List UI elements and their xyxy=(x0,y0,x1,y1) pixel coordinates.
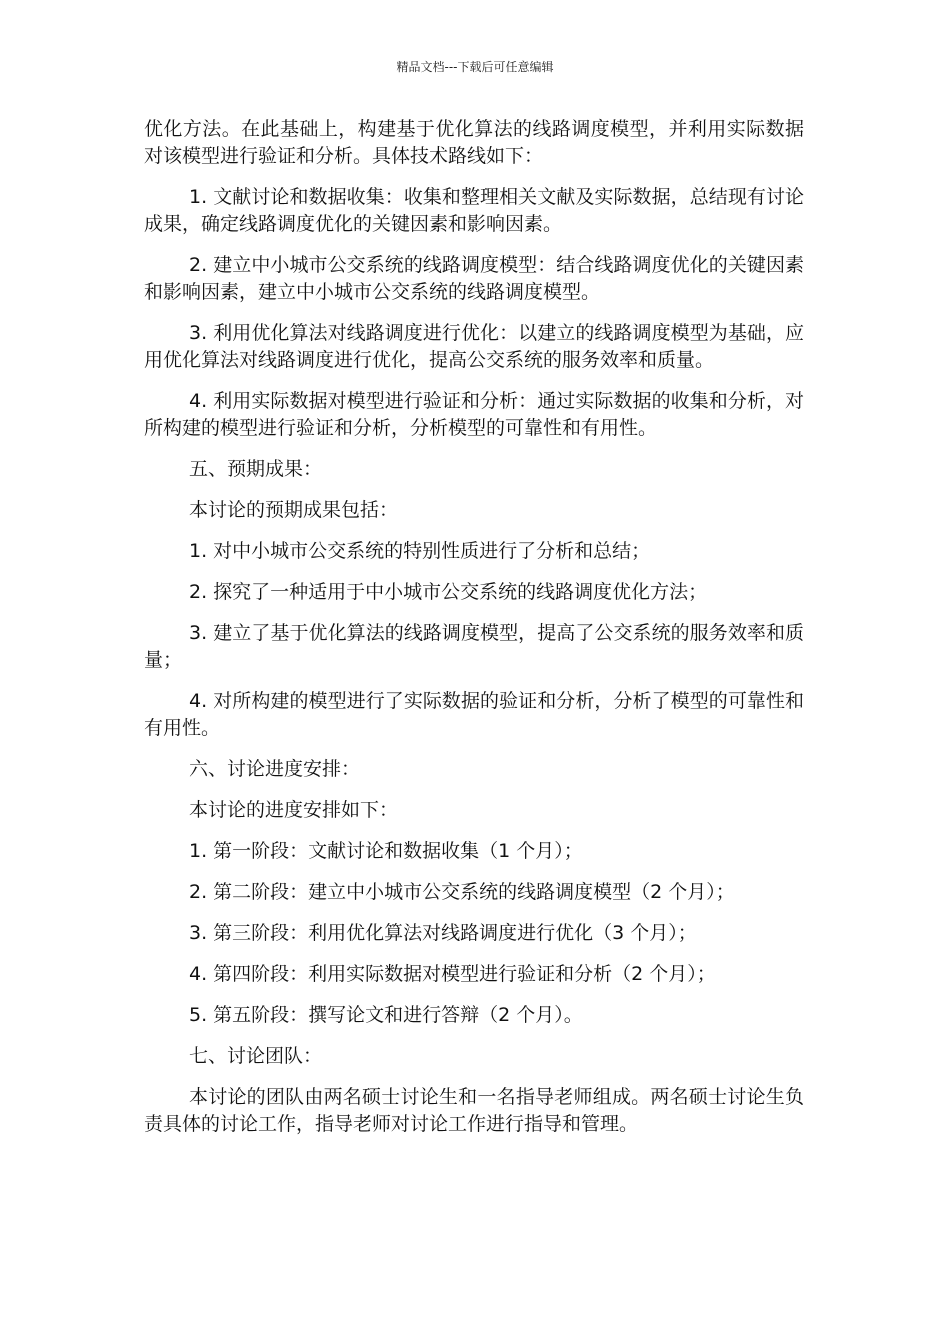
section-heading-schedule: 六、讨论进度安排： xyxy=(189,758,361,780)
paragraph-phase-5: 5. 第五阶段：撰写论文和进行答辩（2 个月）。 xyxy=(189,1004,583,1026)
section-heading-team: 七、讨论团队： xyxy=(189,1045,323,1067)
section-heading-expected-results: 五、预期成果： xyxy=(189,458,323,480)
paragraph-route-step-1: 1. 文献讨论和数据收集：收集和整理相关文献及实际数据，总结现有讨论成果，确定线路调度优化的关键因素和影响因素。 xyxy=(144,186,804,235)
paragraph-route-step-4: 4. 利用实际数据对模型进行验证和分析：通过实际数据的收集和分析，对所构建的模型进行验证和分析，分析模型的可靠性和有用性。 xyxy=(144,390,804,439)
paragraph-phase-2: 2. 第二阶段：建立中小城市公交系统的线路调度模型（2 个月）； xyxy=(189,881,735,903)
paragraph-phase-4: 4. 第四阶段：利用实际数据对模型进行验证和分析（2 个月）； xyxy=(189,963,716,985)
paragraph-result-4: 4. 对所构建的模型进行了实际数据的验证和分析，分析了模型的可靠性和有用性。 xyxy=(144,690,804,739)
paragraph-team: 本讨论的团队由两名硕士讨论生和一名指导老师组成。两名硕士讨论生负责具体的讨论工作，指导老师对讨论工作进行指导和管理。 xyxy=(144,1086,804,1135)
paragraph-route-step-3: 3. 利用优化算法对线路调度进行优化：以建立的线路调度模型为基础，应用优化算法对线路调度进行优化，提高公交系统的服务效率和质量。 xyxy=(144,322,804,371)
document-body xyxy=(144,116,804,1152)
paragraph-technical-route-intro: 优化方法。在此基础上，构建基于优化算法的线路调度模型，并利用实际数据对该模型进行验证和分析。具体技术路线如下： xyxy=(144,118,804,167)
paragraph-phase-3: 3. 第三阶段：利用优化算法对线路调度进行优化（3 个月）； xyxy=(189,922,697,944)
paragraph-result-3: 3. 建立了基于优化算法的线路调度模型，提高了公交系统的服务效率和质量； xyxy=(144,622,804,671)
paragraph-phase-1: 1. 第一阶段：文献讨论和数据收集（1 个月）； xyxy=(189,840,583,862)
page-header: 精品文档---下载后可任意编辑 xyxy=(396,60,554,74)
paragraph-expected-results-intro: 本讨论的预期成果包括： xyxy=(189,499,399,521)
paragraph-schedule-intro: 本讨论的进度安排如下： xyxy=(189,799,399,821)
paragraph-route-step-2: 2. 建立中小城市公交系统的线路调度模型：结合线路调度优化的关键因素和影响因素，建立中小城市公交系统的线路调度模型。 xyxy=(144,254,804,303)
paragraph-result-2: 2. 探究了一种适用于中小城市公交系统的线路调度优化方法； xyxy=(189,581,708,603)
paragraph-result-1: 1. 对中小城市公交系统的特别性质进行了分析和总结； xyxy=(189,540,651,562)
